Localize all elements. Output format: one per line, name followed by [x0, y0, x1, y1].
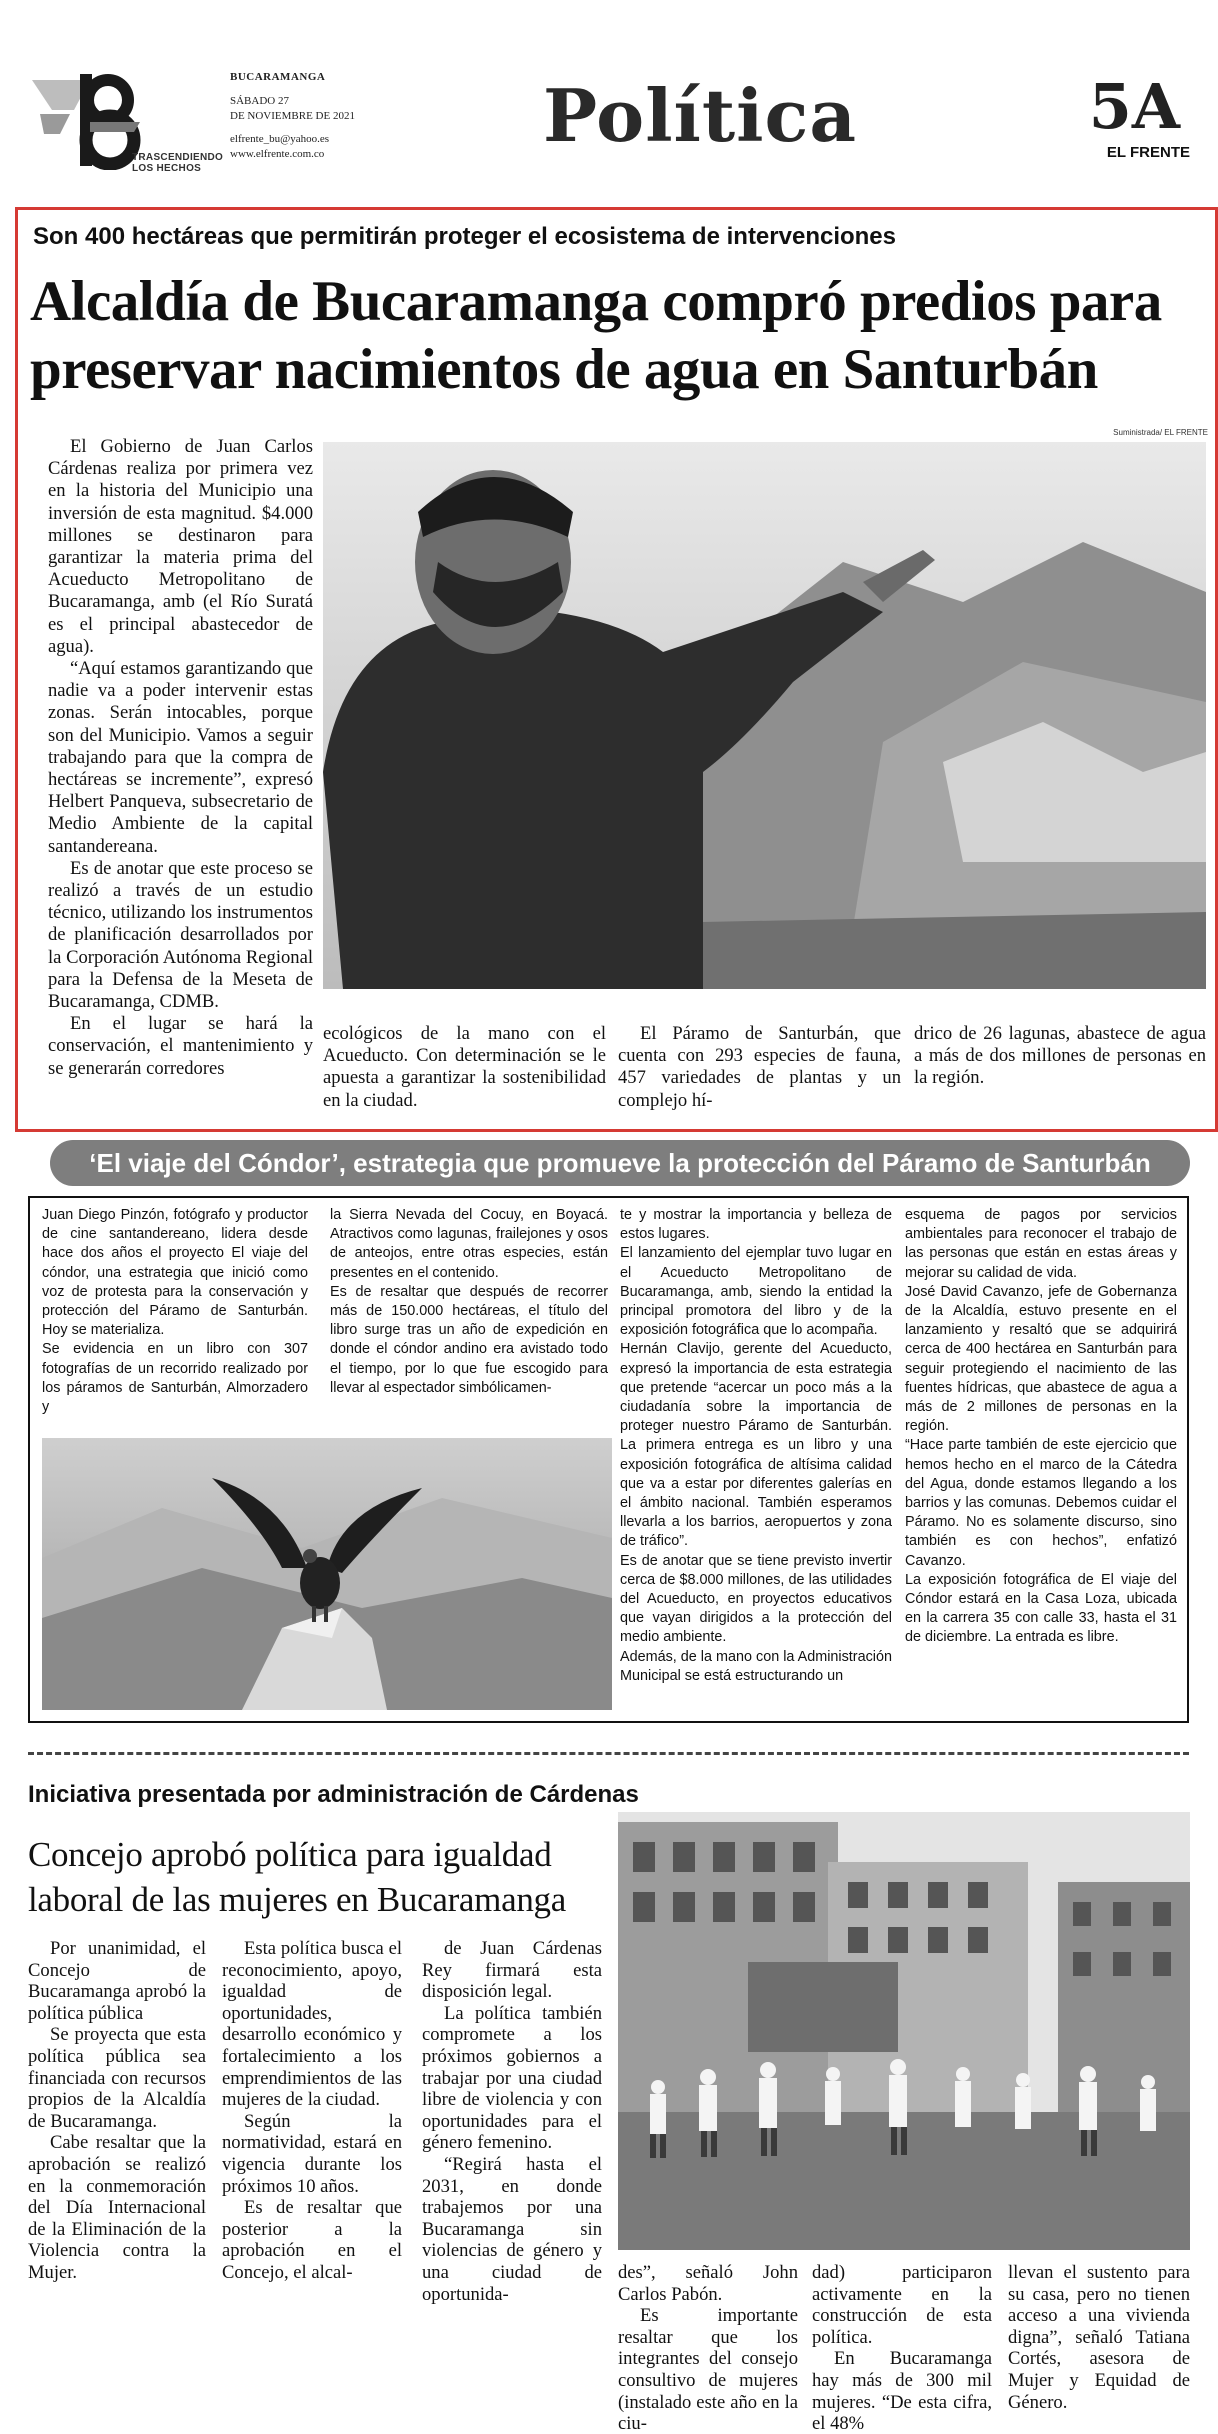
section-title: Política: [542, 73, 858, 158]
council-column-2: [222, 1938, 402, 2284]
lead-kicker: Son 400 hectáreas que permitirán proteger el ecosistema de intervenciones: [33, 223, 897, 250]
edition-info: [230, 70, 430, 162]
condor-paragraph: Se evidencia en un libro con 307 fotografías de un recorrido realizado por los páramos de Santurbán, Almorzadero y: [42, 1341, 308, 1416]
council-paragraph: Por unanimidad, el Concejo de Bucaramanga aprobó la política pública: [28, 1938, 206, 2024]
condor-paragraph: Además, de la mano con la Administración Municipal se está estructurando un: [620, 1648, 892, 1684]
contact-email[interactable]: elfrente_bu@yahoo.es: [230, 133, 330, 145]
official-pointing-photo: [323, 442, 1206, 989]
logo-tagline-1: TRASCENDIENDO: [132, 152, 224, 163]
council-paragraph: Cabe resaltar que la aprobación se realizó en la conmemoración del Día Internacional de la Eliminación de la Violencia contra la Mujer.: [28, 2132, 206, 2283]
council-paragraph: Es de resaltar que posterior a la aprobación en el Concejo, el alcal-: [222, 2197, 402, 2283]
council-paragraph: Se proyecta que esta política pública sea financiada con recursos propios de la Alcaldía de Bucaramanga.: [28, 2024, 206, 2132]
condor-column-1: [42, 1206, 308, 1417]
lead-paragraph: Es de anotar que este proceso se realizó a través de un estudio técnico, utilizando los instrumentos de planificación desarrollados por la Corporación Autónoma Regional para la Defensa de la Meseta de Bucaramanga, CDMB.: [48, 857, 313, 1013]
condor-column-3: [620, 1206, 892, 1686]
photo-condor-icon: [42, 1438, 612, 1710]
council-paragraph: La política también compromete a los próximos gobiernos a trabajar por una ciudad libre de violencia y con oportunidades para el género femenino.: [422, 2002, 602, 2154]
condor-paragraph: esquema de pagos por servicios ambientales para reconocer el trabajo de las personas que están en estas áreas y mejorar su calidad de vida.: [905, 1207, 1177, 1281]
edition-city: BUCARAMANGA: [230, 71, 326, 83]
council-paragraph: de Juan Cárdenas Rey firmará esta disposición legal.: [422, 1938, 602, 2003]
council-paragraph: “Regirá hasta el 2031, en donde trabajemos por una Bucaramanga sin violencias de género y una ciudad de oportunida-: [422, 2153, 602, 2305]
newspaper-logo: [30, 70, 224, 174]
photo-building-crowd-icon: [618, 1812, 1190, 2250]
edition-date-month: DE NOVIEMBRE DE 2021: [230, 110, 355, 122]
lead-paragraph: “Aquí estamos garantizando que nadie va a poder intervenir estas zonas. Serán intocables, porque son del Municipio. Vamos a seguir trabajando para que la compra de hectáreas se incremente”, expresó Helbert Panqueva, subsecretario de Medio Ambiente de la capital santandereana.: [48, 658, 313, 857]
logo-tagline-2: LOS HECHOS: [132, 163, 202, 174]
section-divider: [28, 1752, 1189, 1755]
condor-paragraph: Juan Diego Pinzón, fotógrafo y productor de cine santandereano, lidera desde hace dos años el proyecto El viaje del cóndor, una estrategia que inició como voz de protesta para la conservación y protección del Páramo de Santurbán. Hoy se materializa.: [42, 1207, 308, 1339]
council-paragraph: Esta política busca el reconocimiento, apoyo, igualdad de oportunidades, desarrollo económico y fortalecimiento a los emprendimientos de las mujeres de la ciudad.: [222, 1938, 402, 2111]
council-paragraph: Según la normatividad, estará en vigencia durante los próximos 10 años.: [222, 2110, 402, 2197]
condor-paragraph: Hernán Clavijo, gerente del Acueducto, expresó la importancia de esta estrategia que pretende “acercar un poco más a la ciudadanía sobre la importancia de proteger nuestro Páramo de Santurbán. La primera entrega es un libro y una exposición fotográfica de altísima calidad que va a estar por diferentes galerías en el ámbito nacional. También esperamos llevarla a los barrios, aeropuertos y zona de tráfico”.: [620, 1341, 892, 1550]
lead-column-1: [48, 436, 313, 1080]
condor-headline: ‘El viaje del Cóndor’, estrategia que promueve la protección del Páramo de Santurbán: [89, 1148, 1151, 1178]
council-kicker: Iniciativa presentada por administración de Cárdenas: [28, 1781, 639, 1808]
condor-paragraph: te y mostrar la importancia y belleza de estos lugares.: [620, 1207, 892, 1243]
lead-paragraph: El Páramo de Santurbán, que cuenta con 293 especies de fauna, 457 variedades de plantas y un complejo hí-: [618, 1023, 901, 1111]
council-column-4: [618, 2262, 798, 2434]
photo-official-pointing-icon: [323, 442, 1206, 989]
council-paragraph: des”, señaló John Carlos Pabón.: [618, 2262, 798, 2305]
condor-paragraph: José David Cavanzo, jefe de Gobernanza de la Alcaldía, estuvo presente en el lanzamiento y resaltó que se adquirirá cerca de 400 hectárea en Santurbán para seguir protegiendo el nacimiento de las fuentes hídricas, que abastece de agua a más de 2 millones de personas en la región.: [905, 1283, 1177, 1435]
council-column-6: [1008, 2262, 1190, 2413]
council-paragraph: Es importante resaltar que los integrantes del consejo consultivo de mujeres (instalado este año en la ciu-: [618, 2305, 798, 2434]
lead-column-3: [618, 1023, 901, 1112]
condor-paragraph: “Hace parte también de este ejercicio que hemos hecho en el marco de la Cátedra del Agua, donde estamos llegando a los barrios y las comunas. Debemos cuidar el Páramo. No es solamente discurso, sino también es con hechos”, enfatizó Cavanzo.: [905, 1437, 1177, 1569]
lead-paragraph: El Gobierno de Juan Carlos Cárdenas realiza por primera vez en la historia del Municipio una inversión de esta magnitud. $4.000 millones se destinaron para garantizar la materia prima del Acueducto Metropolitano de Bucaramanga, amb (el Río Suratá es el principal abastecedor de agua).: [48, 436, 313, 657]
contact-website[interactable]: www.elfrente.com.co: [230, 148, 325, 160]
photo-credit: Suministrada/ EL FRENTE: [1113, 428, 1208, 437]
council-column-5: [812, 2262, 992, 2434]
condor-column-4: [905, 1206, 1177, 1648]
lead-headline: Alcaldía de Bucaramanga compró predios para preservar nacimientos de agua en Santurbán: [30, 270, 1162, 401]
council-column-1: [28, 1938, 206, 2284]
condor-column-2: [330, 1206, 608, 1398]
condor-paragraph: Es de anotar que se tiene previsto invertir cerca de $8.000 millones, de las utilidades del Acueducto, en proyectos educativos que vayan dirigidos a la protección del medio ambiente.: [620, 1552, 892, 1646]
condor-paragraph: Es de resaltar que después de recorrer más de 150.000 hectáreas, el título del libro surge tras un año de expedición en donde el cóndor andino era avistado todo el tiempo, por lo que fue escogido para llevar al espectador simbólicamen-: [330, 1283, 608, 1396]
edition-date-day: SÁBADO 27: [230, 95, 289, 107]
condor-story-box: [28, 1196, 1189, 1723]
women-activity-photo: [618, 1812, 1190, 2250]
condor-photo: [42, 1438, 612, 1710]
condor-paragraph: la Sierra Nevada del Cocuy, en Boyacá. Atractivos como lagunas, frailejones y osos de anteojos, entre otras especies, están presentes en el contenido.: [330, 1207, 608, 1281]
council-paragraph: En Bucaramanga hay más de 300 mil mujeres. “De esta cifra, el 48%: [812, 2348, 992, 2434]
lead-paragraph: En el lugar se hará la conservación, el mantenimiento y se generarán corredores: [48, 1013, 313, 1079]
condor-paragraph: La exposición fotográfica de El viaje del Cóndor estará en la Casa Loza, ubicada en la carrera 35 con calle 33, hasta el 31 de diciembre. La entrada es libre.: [905, 1571, 1177, 1646]
page-number: 5A: [1088, 70, 1180, 143]
council-column-3: [422, 1938, 602, 2305]
council-paragraph: llevan el sustento para su casa, pero no tienen acceso a una vivienda digna”, señaló Tatiana Cortés, asesora de Mujer y Equidad de Género.: [1008, 2262, 1190, 2413]
condor-paragraph: El lanzamiento del ejemplar tuvo lugar en el Acueducto Metropolitano de Bucaramanga, amb, siendo la entidad la principal promotora del libro y de la exposición fotográfica que lo acompaña.: [620, 1245, 892, 1339]
brand-name: EL FRENTE: [1106, 144, 1190, 161]
lead-story: [15, 207, 1218, 1132]
council-headline: Concejo aprobó política para igualdad laboral de las mujeres en Bucaramanga: [28, 1835, 566, 1919]
council-paragraph: dad) participaron activamente en la construcción de esta política.: [812, 2262, 992, 2348]
lead-column-4: drico de 26 lagunas, abastece de agua a más de dos millones de personas en la región.: [914, 1023, 1206, 1089]
lead-column-2: ecológicos de la mano con el Acueducto. Con determinación se le apuesta a garantizar la sostenibilidad en la ciudad.: [323, 1023, 606, 1111]
